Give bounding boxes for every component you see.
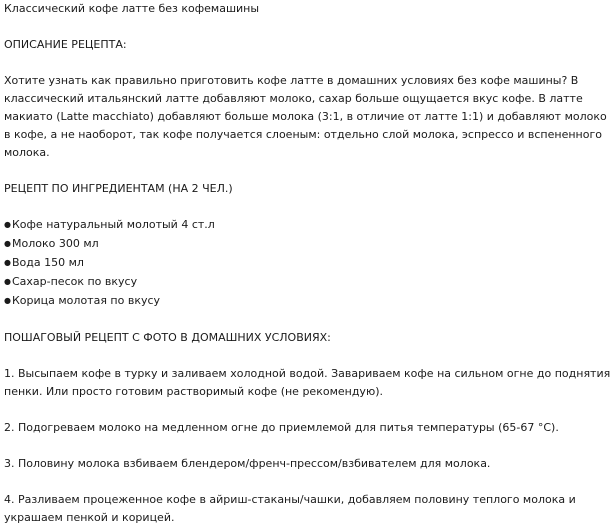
- ingredients-heading: РЕЦЕПТ ПО ИНГРЕДИЕНТАМ (НА 2 ЧЕЛ.): [4, 182, 233, 195]
- recipe-document: [4, 0, 610, 527]
- ingredients-list: [4, 216, 542, 311]
- steps-heading: ПОШАГОВЫЙ РЕЦЕПТ С ФОТО В ДОМАШНИХ УСЛОВИЯХ:: [4, 331, 331, 344]
- step-line: 3. Половину молока взбиваем блендером/френч-прессом/взбивателем для молока.: [4, 457, 491, 470]
- ingredient-item: ● Кофе натуральный молотый 4 ст.л: [4, 216, 542, 235]
- ingredient-item: ● Сахар-песок по вкусу: [4, 273, 542, 292]
- description-line: в кофе, а не наоборот, так кофе получается слоеным: отдельно слой молока, эспрессо и вспененного: [4, 128, 602, 141]
- step-line: 4. Разливаем процеженное кофе в айриш-стаканы/чашки, добавляем половину теплого молока и: [4, 493, 576, 506]
- step-line: 2. Подогреваем молоко на медленном огне до приемлемой для питья температуры (65-67 °C).: [4, 421, 559, 434]
- ingredient-item: ● Вода 150 мл: [4, 254, 542, 273]
- step-line: 1. Высыпаем кофе в турку и заливаем холодной водой. Завариваем кофе на сильном огне до поднятия: [4, 367, 610, 380]
- recipe-title: Классический кофе латте без кофемашины: [4, 2, 260, 15]
- ingredient-item: ● Молоко 300 мл: [4, 235, 542, 254]
- step-line: пенки. Или просто готовим растворимый кофе (не рекомендую).: [4, 385, 383, 398]
- description-text: [4, 72, 607, 162]
- description-line: классический итальянский латте добавляют молоко, сахар больше ощущается вкус кофе. В латте: [4, 92, 583, 105]
- description-line: Хотите узнать как правильно приготовить кофе латте в домашних условиях без кофе машины? В: [4, 74, 579, 87]
- description-heading: ОПИСАНИЕ РЕЦЕПТА:: [4, 38, 127, 51]
- step-line: украшаем пенкой и корицей.: [4, 511, 175, 524]
- steps-list: [4, 365, 610, 527]
- description-line: макиато (Latte macchiato) добавляют больше молока (3:1, в отличие от латте 1:1) и добавляют молоко: [4, 110, 607, 123]
- ingredient-item: ● Корица молотая по вкусу: [4, 292, 542, 311]
- description-line: молока.: [4, 146, 50, 159]
